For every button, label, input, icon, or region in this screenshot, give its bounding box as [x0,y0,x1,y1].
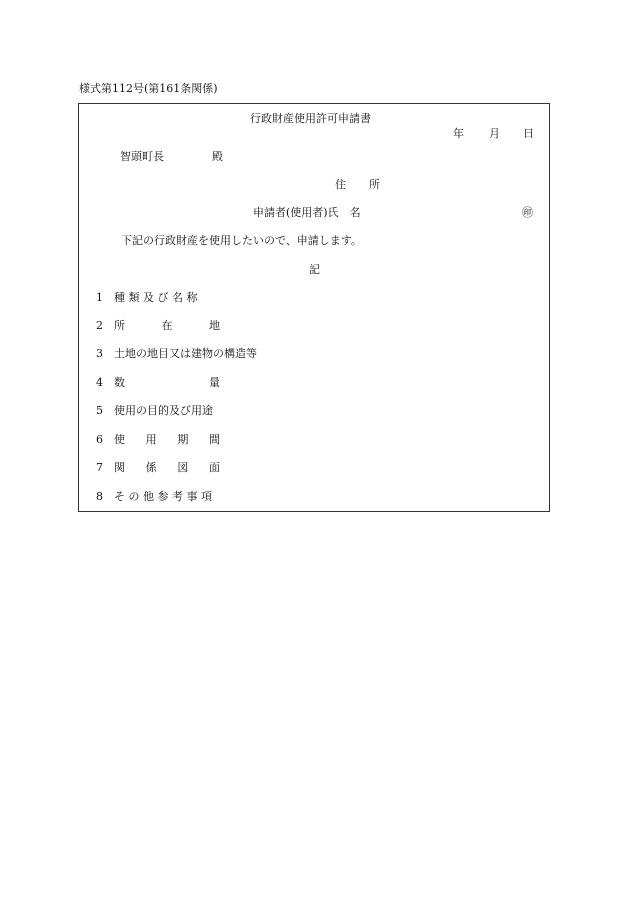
item-label-char: 図 [177,461,189,474]
document-title: 行政財産使用許可申請書 [250,112,371,125]
item-label-char: 所 [114,319,125,332]
form-number-label: 様式第112号(第161条関係) [79,82,218,95]
item-number: 4 [96,376,103,389]
item-label-char: 使 [114,433,125,446]
item-number: 8 [96,490,103,503]
honorific: 殿 [212,150,223,163]
applicant-name-label: 申請者(使用者)氏 名 [253,206,361,219]
item-label-char: 係 [145,461,157,474]
item-number: 2 [96,319,103,332]
item-number: 1 [96,291,103,304]
item-label-purpose-and-use: 使用の目的及び用途 [114,404,213,417]
address-label: 住 所 [335,178,386,191]
ki-heading: 記 [309,263,320,276]
item-number: 7 [96,461,103,474]
item-label-char: 数 [114,376,125,389]
item-label-char: 関 [114,461,125,474]
item-label-char: 用 [145,433,157,446]
item-number: 5 [96,404,103,417]
item-label-other-reference: そ の 他 参 考 事 項 [114,490,212,503]
item-label-char: 間 [208,433,220,446]
item-label-land-building-structure: 土地の地目又は建物の構造等 [114,347,257,360]
item-label-char: 期 [177,433,189,446]
item-label-usage-period [114,433,220,447]
item-label-type-and-name: 種 類 及 び 名 称 [114,291,198,304]
item-number: 3 [96,347,103,360]
addressee: 智頭町長 [120,150,164,163]
item-label-location [114,319,220,333]
application-form-frame [78,103,550,512]
date-month-label: 月 [489,127,500,140]
item-label-char: 面 [208,461,220,474]
date-year-label: 年 [453,127,464,140]
item-label-related-drawings [114,461,220,475]
item-label-char: 地 [209,319,220,332]
item-label-char: 量 [209,376,220,389]
item-label-quantity [114,376,220,390]
item-number: 6 [96,433,103,446]
seal-mark: ㊞ [522,206,533,219]
date-day-label: 日 [523,127,534,140]
application-statement: 下記の行政財産を使用したいので、申請します。 [121,234,362,247]
item-label-char: 在 [161,319,173,332]
